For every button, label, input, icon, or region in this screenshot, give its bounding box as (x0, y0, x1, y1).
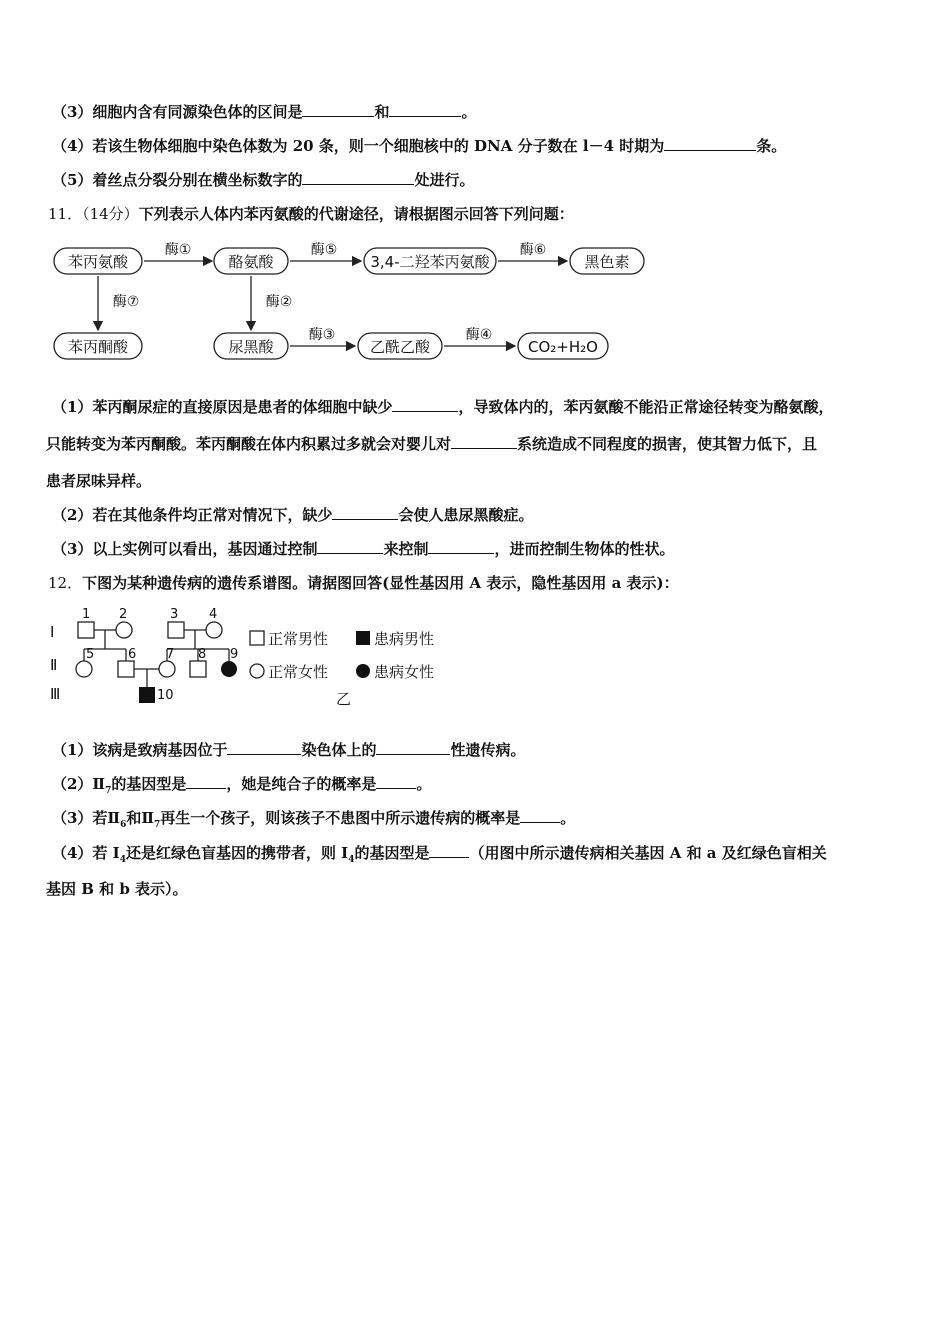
generation-2-label: Ⅱ (50, 656, 58, 674)
node-homogentisic-acid: 尿黑酸 (228, 338, 274, 356)
enzyme-1-label: 酶① (164, 242, 192, 258)
q11-part3: （3）以上实例可以看出，基因通过控制 来控制 ，进而控制生物体的性状。 (52, 540, 675, 558)
answer-blank[interactable] (376, 740, 450, 755)
answer-blank[interactable] (317, 539, 383, 554)
answer-blank[interactable] (664, 136, 756, 151)
legend-affected-female: 患病女性 (374, 663, 435, 681)
q11-header: 11．（14分）下列表示人体内苯丙氨酸的代谢途径，请根据图示回答下列问题： (48, 205, 574, 223)
q10-part3: （3）细胞内含有同源染色体的区间是 和 。 (52, 103, 477, 121)
answer-blank[interactable] (520, 808, 560, 823)
node-co2-h2o: CO₂+H₂O (528, 338, 598, 356)
individual-1-id: 1 (82, 607, 91, 622)
answer-blank[interactable] (376, 774, 416, 789)
individual-10-id: 10 (157, 688, 174, 703)
enzyme-5-label: 酶⑤ (310, 242, 338, 258)
q10-part5: （5）着丝点分裂分别在横坐标数字的 处进行。 (52, 171, 475, 189)
node-dopa: 3,4-二羟苯丙氨酸 (370, 253, 490, 271)
q12-part1: （1）该病是致病基因位于 染色体上的 性遗传病。 (52, 741, 526, 759)
generation-3-label: Ⅲ (50, 685, 61, 703)
node-tyrosine: 酪氨酸 (228, 253, 274, 271)
q11-part1-line2: 只能转变为苯丙酮酸。苯丙酮酸在体内积累过多就会对婴儿对 系统造成不同程度的损害，使其智力低下，且 (46, 435, 818, 453)
legend-normal-female: 正常女性 (268, 663, 329, 681)
enzyme-2-label: 酶② (265, 294, 293, 310)
legend-normal-male: 正常男性 (268, 630, 329, 648)
pedigree-chart (46, 600, 466, 710)
answer-blank[interactable] (227, 740, 301, 755)
enzyme-3-label: 酶③ (308, 327, 336, 343)
metabolic-pathway-diagram (48, 236, 658, 366)
individual-6-id: 6 (128, 647, 137, 662)
generation-1-label: Ⅰ (50, 623, 55, 641)
q12-part4-line1: （4）若 $I_4$还是红绿色盲基因的携带者，则 $I_4$的基因型是 （用图中所示遗传病相关基因 A 和 a 及红绿色盲相关 (52, 844, 827, 865)
individual-3-id: 3 (170, 607, 179, 622)
q11-part1-line3: 患者尿味异样。 (46, 472, 152, 490)
answer-blank[interactable] (302, 170, 414, 185)
individual-2-id: 2 (119, 607, 128, 622)
answer-blank[interactable] (186, 774, 226, 789)
q12-part4-line2: 基因 B 和 b 表示）。 (46, 880, 188, 898)
individual-4-id: 4 (209, 607, 218, 622)
individual-8-id: 8 (198, 647, 207, 662)
answer-blank[interactable] (392, 397, 458, 412)
individual-5-id: 5 (86, 647, 95, 662)
q12-part3: （3）若$Ⅱ_6$和$Ⅱ_7$再生一个孩子，则该孩子不患图中所示遗传病的概率是 。 (52, 809, 576, 830)
enzyme-4-label: 酶④ (465, 327, 493, 343)
answer-blank[interactable] (451, 434, 517, 449)
node-acetoacetic-acid: 乙酰乙酸 (369, 338, 431, 356)
enzyme-7-label: 酶⑦ (112, 294, 140, 310)
q11-part1-line1: （1）苯丙酮尿症的直接原因是患者的体细胞中缺少 ，导致体内的，苯丙氨酸不能沿正常途径转变为酪氨酸， (52, 398, 834, 416)
answer-blank[interactable] (429, 843, 469, 858)
enzyme-6-label: 酶⑥ (519, 242, 547, 258)
figure-caption: 乙 (336, 690, 352, 708)
answer-blank[interactable] (428, 539, 494, 554)
node-phenylpyruvic-acid: 苯丙酮酸 (67, 338, 129, 356)
legend-affected-male: 患病男性 (374, 630, 435, 648)
q12-part2: $(2)Ⅱ_7$的基因型是 ，她是纯合子的概率是 。 (52, 775, 432, 796)
individual-9-id: 9 (230, 647, 239, 662)
node-melanin: 黑色素 (584, 253, 630, 271)
answer-blank[interactable] (332, 505, 398, 520)
answer-blank[interactable] (302, 102, 374, 117)
answer-blank[interactable] (389, 102, 461, 117)
q12-header: 12．下图为某种遗传病的遗传系谱图。请据图回答(显性基因用 A 表示，隐性基因用 a 表示)： (48, 574, 679, 592)
node-phenylalanine: 苯丙氨酸 (67, 253, 129, 271)
q10-part4: （4）若该生物体细胞中染色体数为 20 条，则一个细胞核中的 DNA 分子数在 l－4 时期为 条。 (52, 137, 787, 155)
individual-7-id: 7 (166, 647, 175, 662)
q11-part2: （2）若在其他条件均正常对情况下，缺少 会使人患尿黑酸症。 (52, 506, 534, 524)
